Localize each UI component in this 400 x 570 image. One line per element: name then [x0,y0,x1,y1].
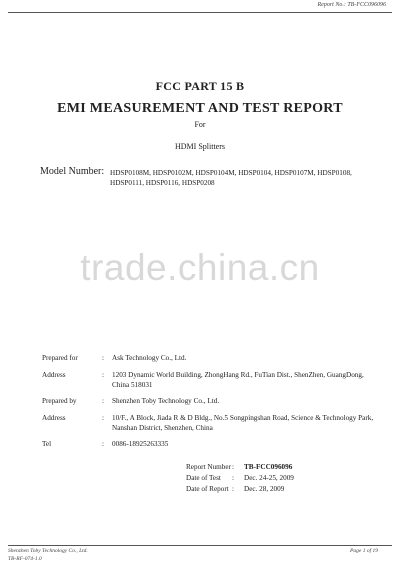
report-number-colon: : [232,463,234,471]
report-number-header: Report No.: TB-FCC096096 [317,2,386,8]
prepared-for-value: Ask Technology Co., Ltd. [112,354,187,362]
prepared-by-label: Prepared by [42,397,77,405]
header-divider [8,12,392,13]
model-number-values: HDSP0108M, HDSP0102M, HDSP0104M, HDSP0104, HDSP0107M, HDSP0108, HDSP0111, HDSP0116, HDSP0208 [110,169,352,187]
prepared-for-label: Prepared for [42,354,78,362]
report-number-label: Report Number [186,463,231,471]
lab-address-label: Address [42,414,66,422]
product-name: HDMI Splitters [175,142,225,151]
prepared-by-colon: : [102,397,104,405]
client-address-label: Address [42,371,66,379]
client-address-value: 1203 Dynamic World Building, ZhongHang Rd., FuTian Dist., ShenZhen, GuangDong, China 518031 [112,371,364,389]
date-of-report-value: Dec. 28, 2009 [244,485,285,493]
date-of-report-colon: : [232,485,234,493]
date-of-report-label: Date of Report [186,485,229,493]
lab-address-value: 10/F., A Block, Jiada R & D Bldg., No.5 Songpingshan Road, Science & Technology Park, Nanshan District, Shenzhen, China [112,414,374,432]
footer-company: Shenzhen Toby Technology Co., Ltd. [8,548,88,554]
model-number-label: Model Number: [40,166,105,177]
report-title: EMI MEASUREMENT AND TEST REPORT [57,101,343,116]
lab-address-colon: : [102,414,104,422]
prepared-by-value: Shenzhen Toby Technology Co., Ltd. [112,397,220,405]
watermark: trade.china.cn [80,247,320,288]
tel-value: 0086-18925263335 [112,440,169,448]
footer-form-code: TB-RF-074-1.0 [8,555,42,562]
date-of-test-colon: : [232,474,234,482]
tel-label: Tel [42,440,52,448]
report-number-value: TB-FCC096096 [244,463,293,471]
prepared-for-colon: : [102,354,104,362]
footer-page-number: Page 1 of 19 [350,548,378,554]
footer-left [8,548,88,563]
date-of-test-label: Date of Test [186,474,221,482]
standard-title: FCC PART 15 B [155,79,245,93]
tel-colon: : [102,440,104,448]
date-of-test-value: Dec. 24-25, 2009 [244,474,294,482]
client-address-colon: : [102,371,104,379]
footer-divider [8,545,392,546]
for-label: For [194,120,206,129]
